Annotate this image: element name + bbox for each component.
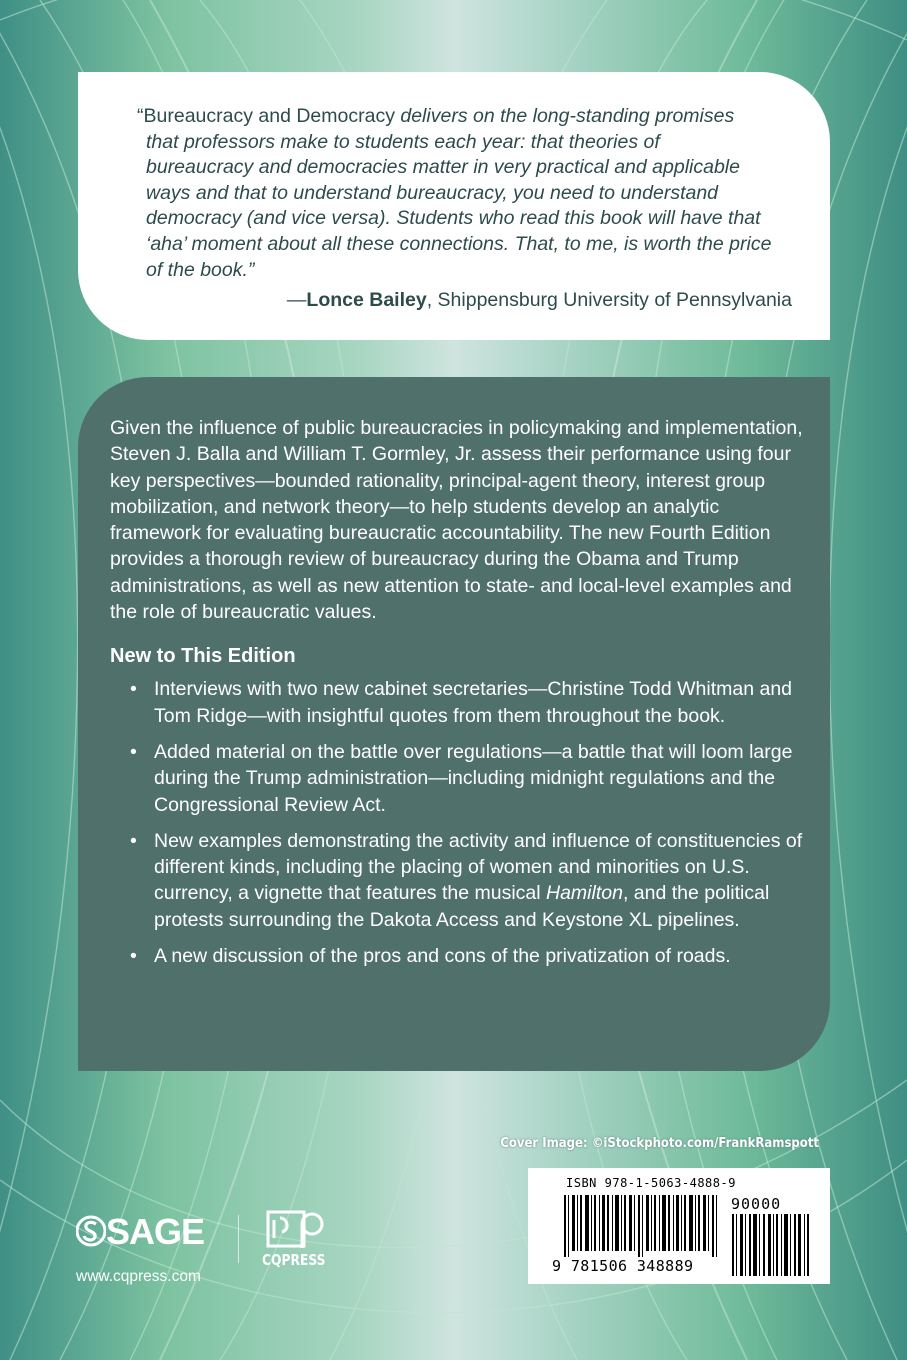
cq-press-wordmark: CQPRESS [262,1251,326,1269]
list-item: • Interviews with two new cabinet secretaries—Christine Todd Whitman and Tom Ridge—with insightful quotes from them throughout the book. [110,676,804,729]
description-paragraph: Given the influence of public bureaucracies in policymaking and implementation, Steven J. Balla and William T. Gormley, Jr. assess their performance using four key perspectives—bounded rationality, principal-agent theory, interest group mobilization, and network theory—to help students develop an analytic framework for evaluating bureaucratic accountability. The new Fourth Edition provides a thorough review of bureaucracy during the Obama and Trump administrations, as well as new attention to state- and local-level examples and the role of bureaucratic values. [110,417,803,624]
new-edition-heading: New to This Edition [110,645,296,668]
sage-wordmark: SAGE [106,1211,205,1252]
price-barcode-icon [732,1214,812,1276]
price-code: 90000 [731,1195,782,1213]
isbn-label: ISBN 978-1-5063-4888-9 [566,1176,736,1190]
barcode-digits: 9 781506 348889 [552,1257,694,1275]
sage-logo-icon [76,1214,106,1248]
list-item: • Added material on the battle over regulations—a battle that will loom large during the Trump administration—including midnight regulations and the Congressional Review Act. [110,739,804,818]
book-description-box [78,377,830,1071]
attribution-affiliation: , Shippensburg University of Pennsylvania [426,289,792,312]
isbn-barcode [528,1168,830,1284]
cq-press-logo-icon [266,1210,326,1250]
quote-attribution [108,289,792,312]
attribution-dash: — [286,289,307,312]
barcode-bars-icon [564,1195,722,1257]
quote-book-title: Bureaucracy and Democracy [143,105,395,127]
list-item [110,828,804,933]
cover-image-credit: Cover Image: ©iStockphoto.com/FrankRamspott [500,1136,819,1151]
attribution-name: Lonce Bailey [306,289,427,312]
publisher-website: www.cqpress.com [76,1268,201,1285]
quote-body: delivers on the long-standing promises that professors make to students each year: that theories of bureaucracy and democracies matter in very practical and applicable ways and that to understand bureaucracy, you need to understand democracy (and vice versa). Students who read this book will have that ‘aha’ moment about all these connections. That, to me, is worth the price of the book.” [146,105,772,281]
bullet-text: , and the political protests surrounding the Dakota Access and Keystone XL pipelines. [154,882,770,931]
logo-divider [238,1215,239,1263]
quote-open-mark: “ [137,105,144,127]
endorsement-quote [137,104,772,283]
bullet-italic-title: Hamilton [546,882,623,905]
new-edition-list [110,676,804,969]
endorsement-quote-box [78,72,830,340]
list-item: • A new discussion of the pros and cons of the privatization of roads. [110,943,804,969]
bullet-text: New examples demonstrating the activity and influence of constituencies of different kinds, including the placing of women and minorities on U.S. currency, a vignette that features the musical [154,829,803,905]
